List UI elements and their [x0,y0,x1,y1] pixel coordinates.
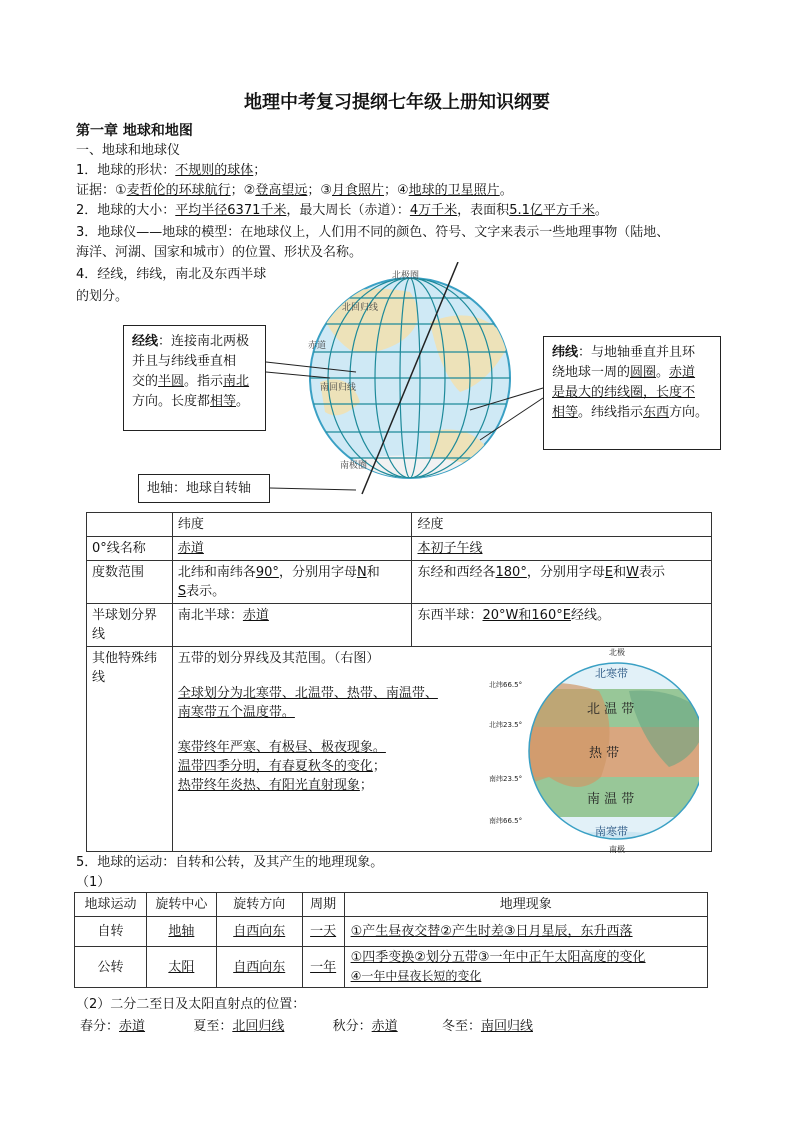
revolution-phenomena-1: ①四季变换②划分五带③一年中正午太阳高度的变化 [350,950,646,965]
shape-answer: 不规则的球体 [175,163,254,178]
evidence-b: 登高望远 [255,183,308,198]
table-row [75,917,708,947]
tropic-zone-label: 热 带 [588,746,620,761]
revolution-center: 太阳 [168,959,195,975]
size-suffix: 。 [594,203,608,218]
meridian-callout [123,325,266,431]
table-row [75,947,708,988]
table-row [87,537,712,561]
table-header-cell: 旋转方向 [216,893,302,917]
south-temperate-label: 南 温 带 [586,792,635,807]
zones-text-1: 全球划分为北寒带、北温带、热带、南温带、 [177,686,438,701]
rotation-period: 一天 [310,924,337,939]
rotation-phenomena: ①产生昼夜交替②产生时差③日月星辰，东升西落 [350,924,633,939]
table-header-cell: 经度 [412,513,712,537]
globe-label-antarctic: 南极圈 [340,461,368,471]
lat-n665-label: 北纬66.5° [488,681,522,689]
autumn-label: 秋分： [332,1019,372,1034]
spring-label: 春分： [80,1019,120,1034]
size-circumference: 4万千米 [409,203,458,218]
hemisphere-ew-cell: 东西半球：20°W和160°E经线。 [412,604,712,647]
lat-s665-label: 南纬66.5° [488,817,522,825]
table-row [87,561,712,604]
parallel-text-2b: 圆圈 [630,365,657,380]
table-header-cell: 纬度 [172,513,412,537]
table-header-cell: 地球运动 [75,893,147,917]
row-label: 0°线名称 [87,537,173,561]
globe-label-equator: 赤道 [308,341,327,351]
table-header-cell: 旋转中心 [146,893,216,917]
revolution-phenomena-2: ④一年中昼夜长短的变化 [350,969,482,983]
evidence-c-prefix: ；③ [307,183,332,198]
shape-prefix: 1．地球的形状： [76,163,176,178]
table-header-cell [87,513,173,537]
zones-cell: 五带的划分界线及其范围。（右图） 全球划分为北寒带、北温带、热带、南温带、 南寒带五个温度带。 寒带终年严寒、有极昼、极夜现象。 温带四季分明，有春夏秋冬的变化； 热带终年炎热、有阳光直射现象； 北极 南极 北纬66.5° 北纬23.5° 南纬23.5° 南纬66.5° 北寒带 北 温 带 热 带 南 温 带 南寒带 [172,647,711,852]
parallel-text-4c: 东西 [643,405,670,420]
evidence-suffix: 。 [499,183,513,198]
globe-label-tropic-cancer: 北回归线 [342,303,379,313]
lat-n235-label: 北纬23.5° [488,721,522,729]
meridian-text-3a: 交的 [132,374,159,389]
parallel-text-1: ：与地轴垂直并且环 [578,345,696,360]
solstice-row [80,1018,533,1036]
five-zones-diagram [489,647,699,855]
table-header-cell: 地理现象 [344,893,707,917]
parallel-text-4a: 相等 [552,405,579,420]
meridian-text-1: ：连接南北两极 [158,334,250,349]
parallel-text-2c: 。 [656,365,670,380]
size-area: 5.1亿平方千米 [509,203,595,218]
globe-label-tropic-capricorn: 南回归线 [320,383,357,393]
zones-text-2: 南寒带五个温度带。 [177,705,295,720]
meridian-text-4c: 。 [236,394,250,409]
lat-range-cell: 北纬和南纬各90°，分别用字母N和 S表示。 [172,561,412,604]
evidence-a: 麦哲伦的环球航行 [126,183,231,198]
north-cold-zone-label: 北寒带 [594,667,628,680]
cold-zone-text: 寒带终年严寒、有极昼、极夜现象。 [177,740,386,755]
motion-type: 自转 [75,917,147,947]
revolution-direction: 自西向东 [233,959,286,975]
meridian-text-3b: 半圆 [158,374,185,389]
globe-model-line-2: 海洋、河湖、国家和城市）的位置、形状及名称。 [76,245,363,260]
section-heading: 一、地球和地球仪 [76,143,181,158]
motion-type: 公转 [75,947,147,988]
summer-label: 夏至： [193,1019,233,1034]
hemisphere-ns-cell: 南北半球：赤道 [172,604,412,647]
temperate-zone-text: 温带四季分明，有春夏秋冬的变化 [177,759,373,774]
north-pole-label: 北极 [608,648,625,657]
row-label: 半球划分界线 [87,604,173,647]
row-label: 其他特殊纬线 [87,647,173,852]
revolution-period: 一年 [310,959,337,975]
meridian-text-3c: 。指示 [184,374,224,389]
north-temperate-label: 北 温 带 [586,702,635,717]
meridian-text-2: 并且与纬线垂直相 [132,354,237,369]
zero-longitude: 本初子午线 [417,541,483,556]
motion-sub1: （1） [76,875,111,890]
size-b-prefix: ，最大周长（赤道）： [286,203,410,218]
grid-line-heading-1: 4．经线，纬线，南北及东西半球 [76,267,267,282]
parallel-text-2d: 赤道 [669,365,696,380]
autumn-value: 赤道 [371,1019,398,1034]
size-prefix: 2．地球的大小： [76,203,176,218]
table-header-row [87,513,712,537]
grid-line-heading-2: 的划分。 [76,289,129,304]
winter-value: 南回归线 [480,1019,533,1034]
page-title: 地理中考复习提纲七年级上册知识纲要 [244,92,550,113]
evidence-d: 地球的卫星照片 [408,183,500,198]
parallel-text-2a: 绕地球一周的 [552,365,631,380]
motion-heading: 5．地球的运动：自转和公转，及其产生的地理现象。 [76,855,384,870]
spring-value: 赤道 [119,1019,146,1034]
table-row [87,604,712,647]
table-header-cell: 周期 [302,893,344,917]
meridian-text-4b: 相等 [210,394,237,409]
chapter-heading: 第一章 地球和地图 [76,123,193,139]
zones-intro: 五带的划分界线及其范围。（右图） [177,651,380,666]
row-label: 度数范围 [87,561,173,604]
evidence-b-prefix: ；② [230,183,256,198]
parallel-text-3: 是最大的纬线圈，长度不 [552,385,696,400]
parallel-text-4d: 方向。 [669,405,709,420]
parallel-callout [543,336,721,450]
zero-latitude: 赤道 [177,541,204,556]
globe-label-arctic: 北极圈 [392,271,420,281]
shape-suffix: ； [253,163,267,178]
summer-value: 北回归线 [232,1019,285,1034]
parallel-title: 纬线 [552,345,579,360]
earth-motion-table [74,892,708,988]
south-cold-zone-label: 南寒带 [594,825,628,838]
meridian-title: 经线 [132,334,159,349]
motion-sub2: （2）二分二至日及太阳直射点的位置： [76,997,306,1012]
meridian-text-3d: 南北 [223,374,250,389]
evidence-c: 月食照片 [332,183,385,198]
table-header-row [75,893,708,917]
lat-s235-label: 南纬23.5° [488,775,522,783]
rotation-center: 地轴 [168,924,195,939]
lat-lon-table [86,512,712,852]
globe-model-line-1: 3．地球仪——地球的模型：在地球仪上，人们用不同的颜色、符号、文字来表示一些地理事物（陆地、 [76,225,670,240]
axis-callout: 地轴：地球自转轴 [138,474,270,503]
evidence-d-prefix: ；④ [384,183,409,198]
parallel-text-4b: 。纬线指示 [578,405,644,420]
evidence-prefix: 证据：① [76,183,127,198]
lon-range-cell: 东经和西经各180°，分别用字母E和W表示 [412,561,712,604]
south-pole-label: 南极 [608,845,625,854]
rotation-direction: 自西向东 [233,924,286,939]
meridian-text-4a: 方向。长度都 [132,394,211,409]
table-row [87,647,712,852]
size-c-prefix: ，表面积 [457,203,510,218]
winter-label: 冬至： [441,1019,481,1034]
size-radius: 平均半径6371千米 [175,203,287,218]
tropic-zone-text: 热带终年炎热、有阳光直射现象 [177,778,360,793]
